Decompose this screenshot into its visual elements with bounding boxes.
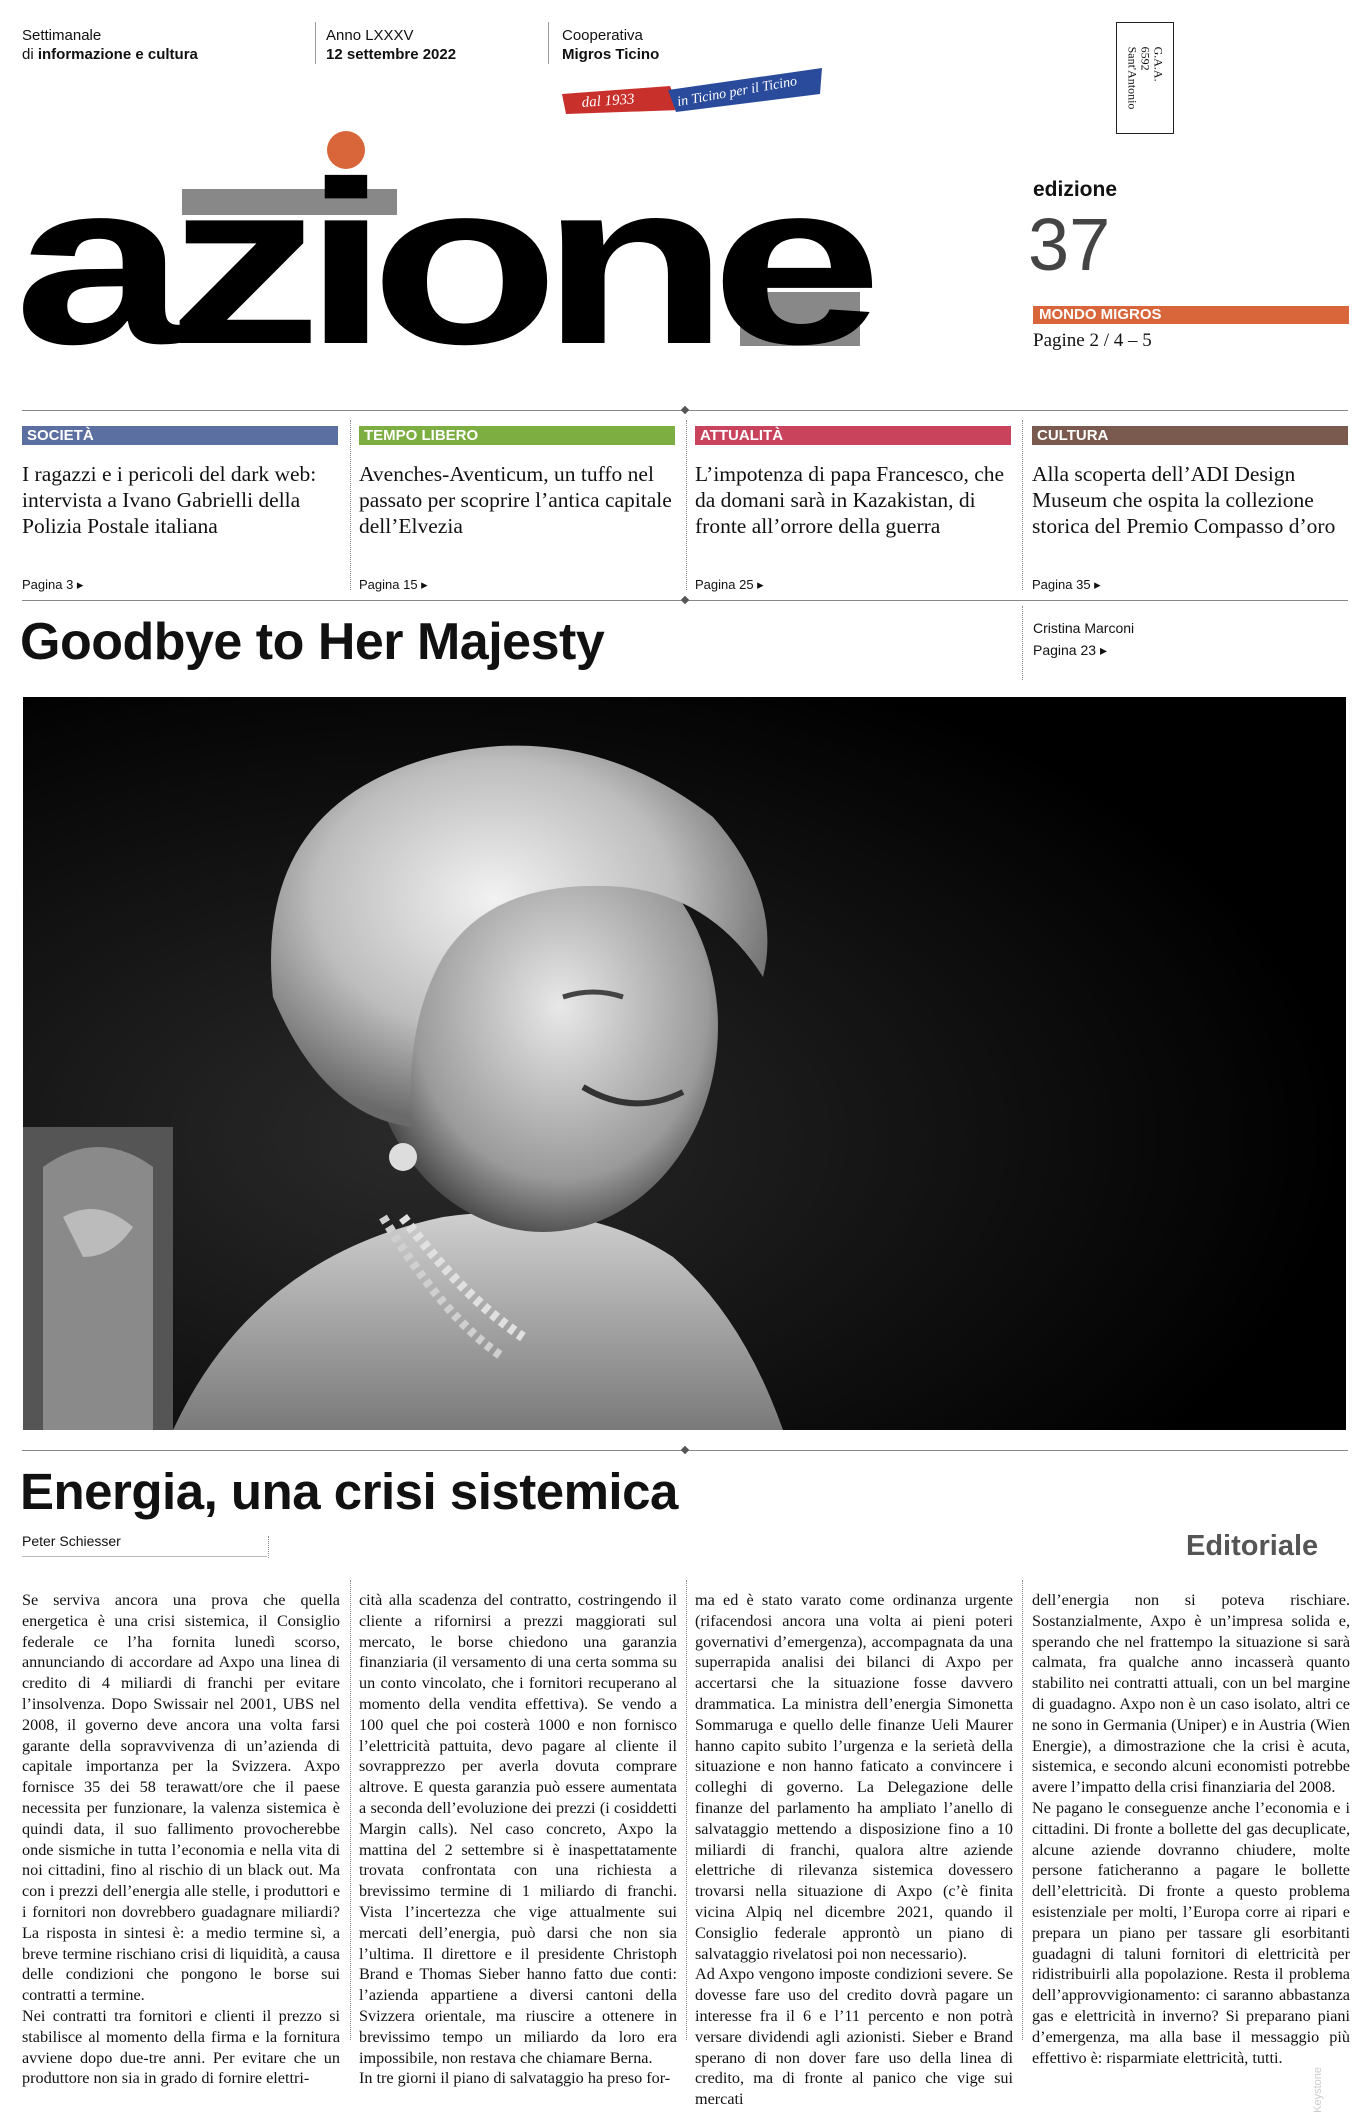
cover-author: Cristina Marconi (1033, 620, 1135, 636)
editorial-column-4 (1032, 1590, 1350, 2067)
coop-info (562, 26, 659, 64)
ribbon-right-text: in Ticino per il Ticino (676, 74, 799, 110)
edition-label: edizione (1033, 178, 1118, 201)
coop-label: Cooperativa (562, 27, 643, 44)
editorial-headline[interactable]: Energia, una crisi sistemica (20, 1463, 678, 1520)
section-teaser-text: Alla scoperta dell’ADI Design Museum che ospita la collezione storica del Premio Compasso d’oro (1032, 462, 1336, 538)
author-divider (268, 1536, 269, 1558)
section-teaser-text: I ragazzi e i pericoli del dark web: intervista a Ivano Gabrielli della Polizia Postale italiana (22, 462, 317, 538)
editorial-paragraph: cità alla scadenza del contratto, costringendo il cliente a rifornirsi a prezzi maggiorati sul mercato, le borse chiedono una garanzia finanziaria (il versamento di una certa somma su un conto vincolato, che i fornitori recuperano al momento della vendita effettiva). Se vendo a 100 quel che poi costerà 1000 e non fornisco l’elettricità pattuita, devo pagare al cliente il sovrapprezzo per averla dovuta comprare altrove. E questa garanzia può essere aumentata a seconda dell’evoluzione dei prezzi (i cosiddetti Margin calls). Nel caso concreto, Axpo la mattina del 2 settembre si è inaspettatamente trovata confrontata con una richiesta a brevissimo termine di 1 miliardo di franchi. Vista l’incertezza che vige attualmente sui mercati dell’energia, può darsi che non sia l’ultima. Il direttore e il presidente Christoph Brand e Thomas Sieber hanno fatto due conti: l’azienda appartiene a diversi cantoni della Svizzera orientale, ma riuscire a ottenere in brevissimo tempo un miliardo da loro era impossibile, non restava che chiamare Berna. (359, 1591, 677, 2067)
column-divider (1022, 606, 1023, 680)
editorial-paragraph: Ne pagano le conseguenze anche l’economia e i cittadini. Di fronte a bollette del gas decuplicate, alcune aziende dovranno chiudere, molte persone faticheranno a pagare le bollette dell’elettricità. Di fronte a questo problema esistenziale per molti, l’Europa corre ai ripari e prepara un piano per tassare gli esorbitanti guadagni di taluni fornitori di elettricità per ridistribuirli alla popolazione. Resta il problema dell’approvvigionamento: ci saranno abbastanza gas e elettricità in inverno? Si preparano piani d’emergenza, ma alla base il messaggio più effettivo è: risparmiate elettricità, tutti. (1032, 1798, 1350, 2067)
weekly-line2-prefix: di (22, 46, 38, 63)
cover-byline (1033, 617, 1134, 661)
editorial-paragraph: In tre giorni il piano di salvataggio ha preso for- (359, 2069, 671, 2088)
section-teaser-societa[interactable] (22, 426, 338, 593)
column-divider (350, 420, 351, 590)
editorial-paragraph: ma ed è stato varato come ordinanza urgente (rifacendosi ancora una volta ai pieni poteri governativi d’emergenza), accompagnata da una superrapida analisi dei bilanci di Axpo per accertarsi che la situazione fosse davvero drammatica. La ministra dell’energia Simonetta Sommaruga e quello delle finanze Ueli Maurer hanno capito subito l’urgenza e la serietà della situazione e non hanno faticato a convincere i colleghi di governo. La Delegazione delle finanze del parlamento ha ampliato l’anello di salvataggio mettendo a disposizione fino a 10 miliardi di franchi, qualora altre aziende elettriche di rilevanza sistemica dovessero trovarsi nella situazione di Axpo (c’è finita vicina Alpiq nel dicembre 2021, quando il Consiglio federale approntò un piano di salvataggio rivelatosi poi non necessario). (695, 1591, 1013, 1963)
edition-number: 37 (1028, 203, 1111, 286)
section-page-link[interactable]: Pagina 35 ▸ (1032, 577, 1101, 592)
weekly-line1: Settimanale (22, 27, 102, 44)
year-label: Anno LXXXV (326, 27, 414, 44)
coop-name: Migros Ticino (562, 46, 660, 63)
logo-wordmark: azione (14, 134, 874, 393)
issue-date: 12 settembre 2022 (326, 46, 457, 63)
mondo-migros-label[interactable]: MONDO MIGROS (1033, 306, 1349, 324)
section-label: TEMPO LIBERO (359, 426, 675, 445)
section-page-link[interactable]: Pagina 3 ▸ (22, 577, 84, 592)
weekly-line2-bold: informazione e cultura (37, 46, 198, 63)
ribbon-banner (560, 66, 825, 126)
editorial-paragraph: Ad Axpo vengono imposte condizioni severe. Se dovesse fare uso del credito dovrà pagare un interesse fra il 6 e l’11 percento e non potrà versare dividendi agli azionisti. Sieber e Brand sperano di non dover fare uso della linea di credito, ma di fronte al panico che vige sui mercati (695, 1965, 1013, 2109)
section-teaser-tempo-libero[interactable] (359, 426, 675, 593)
section-page-link[interactable]: Pagina 25 ▸ (695, 577, 764, 592)
rule-diamond (681, 406, 689, 414)
azione-logo (14, 130, 880, 393)
queen-photo-illustration (23, 697, 1346, 1430)
editorial-column-1 (22, 1590, 340, 2088)
editorial-column-2 (359, 1590, 677, 2088)
editorial-paragraph: Nei contratti tra fornitori e clienti il prezzo si stabilisce al momento della firma e la fornitura avviene dopo due-tre anni. Per evitare che un produttore non sia in grado di fornire elettri- (22, 2006, 340, 2088)
rule-diamond (681, 596, 689, 604)
editorial-section-label: Editoriale (1186, 1530, 1319, 1562)
column-divider (350, 1580, 351, 2040)
stamp-text: G.A.A. 6592 Sant'Antonio (1125, 46, 1166, 110)
issue-info (326, 26, 456, 64)
section-label: CULTURA (1032, 426, 1348, 445)
ribbon-left-text: dal 1933 (581, 91, 636, 111)
editorial-author: Peter Schiesser (22, 1533, 121, 1549)
column-divider (686, 1580, 687, 2040)
section-teaser-cultura[interactable] (1032, 426, 1348, 593)
editorial-paragraph: dell’energia non si poteva rischiare. Sostanzialmente, Axpo è un’impresa solida e, sperando che nel frattempo la situazione si sarà calmata, fra qualche anno incasserà quanto stabilito nei contratti attuali, con un bel margine di guadagno. Axpo non è un caso isolato, altri ce ne sono in Germania (Uniper) e in Austria (Wien Energie), a dimostrazione che la crisi è acuta, sistemica, e secondo alcuni economisti potrebbe avere l’impatto della crisi finanziaria del 2008. (1032, 1591, 1350, 1797)
section-teaser-text: Avenches-Aventicum, un tuffo nel passato per scoprire l’antica capitale dell’Elvezia (359, 462, 672, 538)
editorial-paragraph: Se serviva ancora una prova che quella energetica è una crisi sistemica, il Consiglio federale ce l’ha fornita lunedì scorso, annunciando di accordare ad Axpo una linea di credito di 4 miliardi di franchi per evitare l’insolvenza. Dopo Swissair nel 2001, UBS nel 2008, il governo deve ancora una volta farsi garante della sopravvivenza di un’azienda di capitale importanza per la Svizzera. Axpo fornisce 35 dei 58 terawatt/ore che il paese necessita per funzionare, la valenza sistemica è quindi data, il suo fallimento provocherebbe onde sismiche in tutta l’economia e nella vita di noi cittadini, fino al rischio di un black out. Ma con i prezzi dell’energia alle stelle, i produttori e i fornitori non dovrebbero guadagnare miliardi? La risposta in sintesi è: a medio termine sì, a breve termine rischiano crisi di liquidità, a causa delle condizioni che pongono le borse sui contratti a termine. (22, 1591, 340, 2005)
author-rule (22, 1556, 267, 1557)
section-label: SOCIETÀ (22, 426, 338, 445)
mondo-migros-pages[interactable]: Pagine 2 / 4 – 5 (1033, 330, 1152, 351)
section-teaser-text: L’impotenza di papa Francesco, che da domani sarà in Kazakistan, di fronte all’orrore della guerra (695, 462, 1005, 538)
column-divider (1022, 420, 1023, 590)
rule-diamond (681, 1446, 689, 1454)
column-divider (1022, 1580, 1023, 2040)
masthead-divider (315, 22, 316, 64)
section-teaser-attualita[interactable] (695, 426, 1011, 593)
weekly-descriptor (22, 26, 198, 64)
editorial-column-3 (695, 1590, 1013, 2109)
section-label: ATTUALITÀ (695, 426, 1011, 445)
section-page-link[interactable]: Pagina 15 ▸ (359, 577, 428, 592)
cover-page-link[interactable]: Pagina 23 ▸ (1033, 642, 1107, 658)
cover-headline[interactable]: Goodbye to Her Majesty (20, 613, 605, 671)
column-divider (686, 420, 687, 590)
masthead-divider (548, 22, 549, 64)
photo-credit: Keystone (1312, 2067, 1324, 2113)
postage-stamp (1116, 22, 1174, 134)
